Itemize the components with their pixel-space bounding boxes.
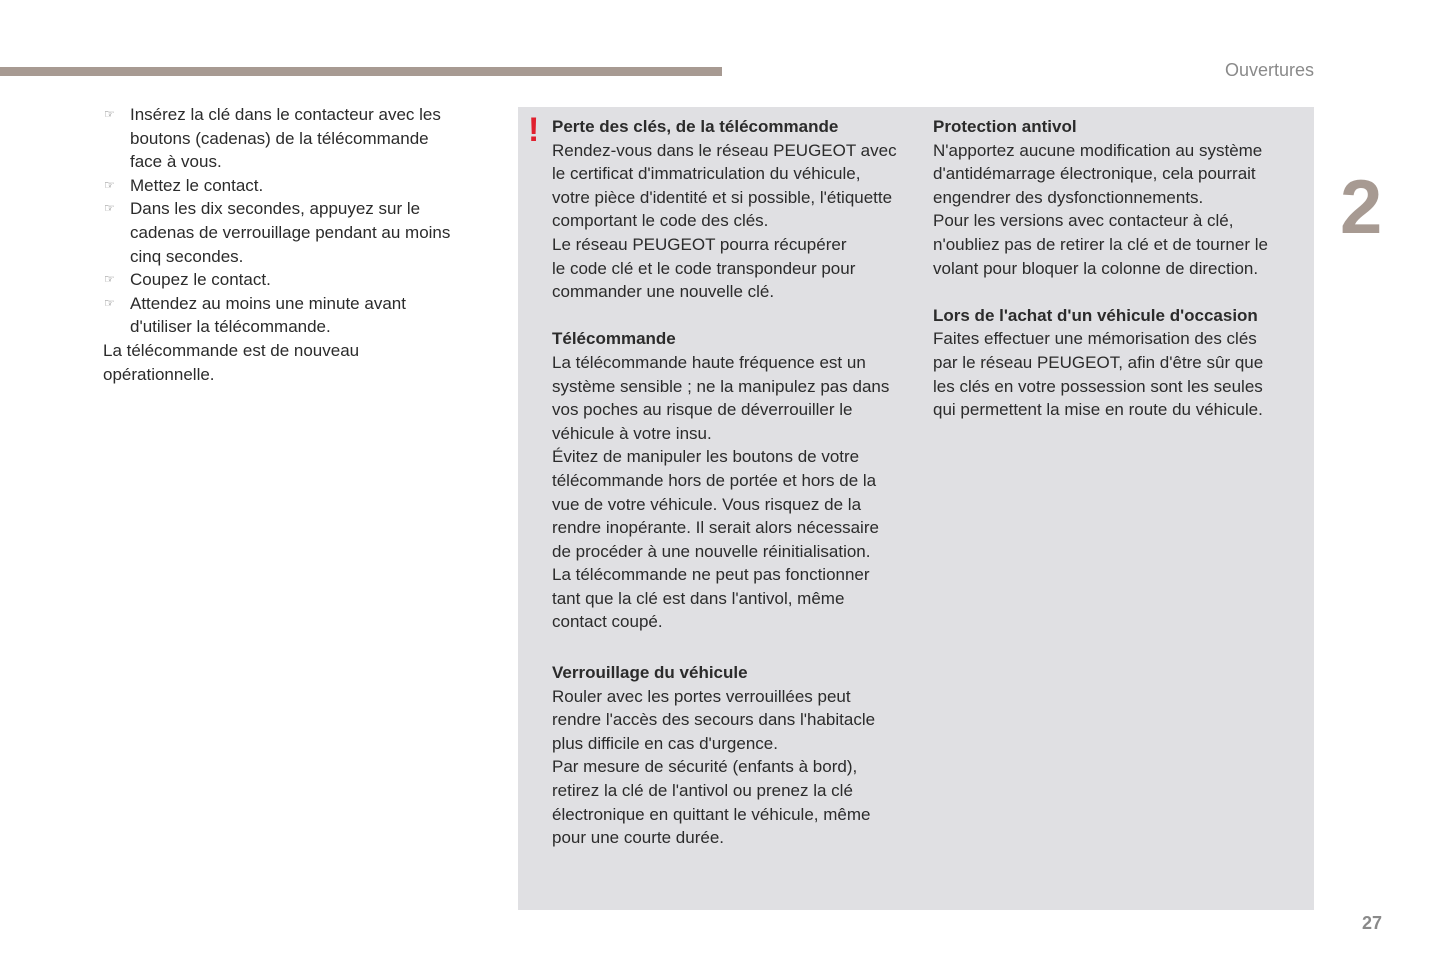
notice-text: Rendez-vous dans le réseau PEUGEOT avec le certificat d'immatriculation du véhicule, votre pièce d'identité et si possible, l'étiquette comportant le code des clés. Le réseau PEUGEOT pourra récupérer le code clé et le code transpondeur pour commander une nouvelle clé. — [552, 140, 897, 302]
notice-heading: Verrouillage du véhicule — [552, 663, 748, 683]
notice-block — [552, 327, 922, 634]
notice-block — [552, 115, 922, 304]
warning-column-right — [933, 115, 1303, 422]
list-item — [103, 268, 483, 292]
procedure-column — [103, 103, 483, 386]
list-item — [103, 197, 483, 268]
notice-heading: Télécommande — [552, 329, 676, 349]
step-text: Insérez la clé dans le contacteur avec les boutons (cadenas) de la télécommande face à vous. — [130, 105, 441, 172]
warning-column-left — [552, 115, 922, 850]
notice-text: La télécommande haute fréquence est un système sensible ; ne la manipulez pas dans vos poches au risque de déverrouiller le véhicule à votre insu. Évitez de manipuler les boutons de votre télécommande hors de portée et hors de la vue de votre véhicule. Vous risquez de la rendre inopérante. Il serait alors nécessaire de procéder à une nouvelle réinitialisation. La télécommande ne peut pas fonctionner tant que la clé est dans l'antivol, même contact coupé. — [552, 352, 890, 632]
header-bar — [0, 67, 722, 76]
page-number: 27 — [1362, 913, 1383, 933]
chapter-number: 2 — [1340, 165, 1383, 250]
step-text: Dans les dix secondes, appuyez sur le cadenas de verrouillage pendant au moins cinq secondes. — [130, 199, 451, 266]
step-text: Coupez le contact. — [130, 270, 271, 290]
warning-icon: ! — [528, 111, 540, 149]
step-text: Attendez au moins une minute avant d'utiliser la télécommande. — [130, 293, 406, 337]
list-item — [103, 103, 483, 174]
notice-text: Rouler avec les portes verrouillées peut rendre l'accès des secours dans l'habitacle plus difficile en cas d'urgence. Par mesure de sécurité (enfants à bord), retirez la clé de l'antivol ou prenez la clé électronique en quittant le véhicule, même pour une courte durée. — [552, 686, 876, 848]
conclusion-text: La télécommande est de nouveau opérationnelle. — [103, 340, 360, 384]
pointing-hand-icon: ☞ — [104, 201, 115, 216]
section-title: Ouvertures — [1224, 60, 1314, 80]
notice-text: N'apportez aucune modification au système d'antidémarrage électronique, cela pourrait engendrer des dysfonctionnements. Pour les versions avec contacteur à clé, n'oubliez pas de retirer la clé et de tourner le volant pour bloquer la colonne de direction. — [933, 140, 1268, 278]
pointing-hand-icon: ☞ — [104, 177, 115, 192]
notice-heading: Perte des clés, de la télécommande — [552, 117, 839, 136]
list-item — [103, 292, 483, 339]
notice-heading: Protection antivol — [933, 117, 1077, 136]
pointing-hand-icon: ☞ — [104, 107, 115, 121]
notice-block — [933, 115, 1303, 280]
pointing-hand-icon: ☞ — [104, 272, 115, 287]
list-item — [103, 174, 483, 198]
step-text: Mettez le contact. — [130, 175, 264, 195]
notice-block — [552, 661, 922, 850]
notice-heading: Lors de l'achat d'un véhicule d'occasion — [933, 305, 1258, 325]
notice-block — [933, 304, 1303, 422]
pointing-hand-icon: ☞ — [104, 295, 115, 310]
notice-text: Faites effectuer une mémorisation des clés par le réseau PEUGEOT, afin d'être sûr que les clés en votre possession sont les seules qui permettent la mise en route du véhicule. — [933, 329, 1264, 420]
procedure-steps — [103, 103, 483, 339]
